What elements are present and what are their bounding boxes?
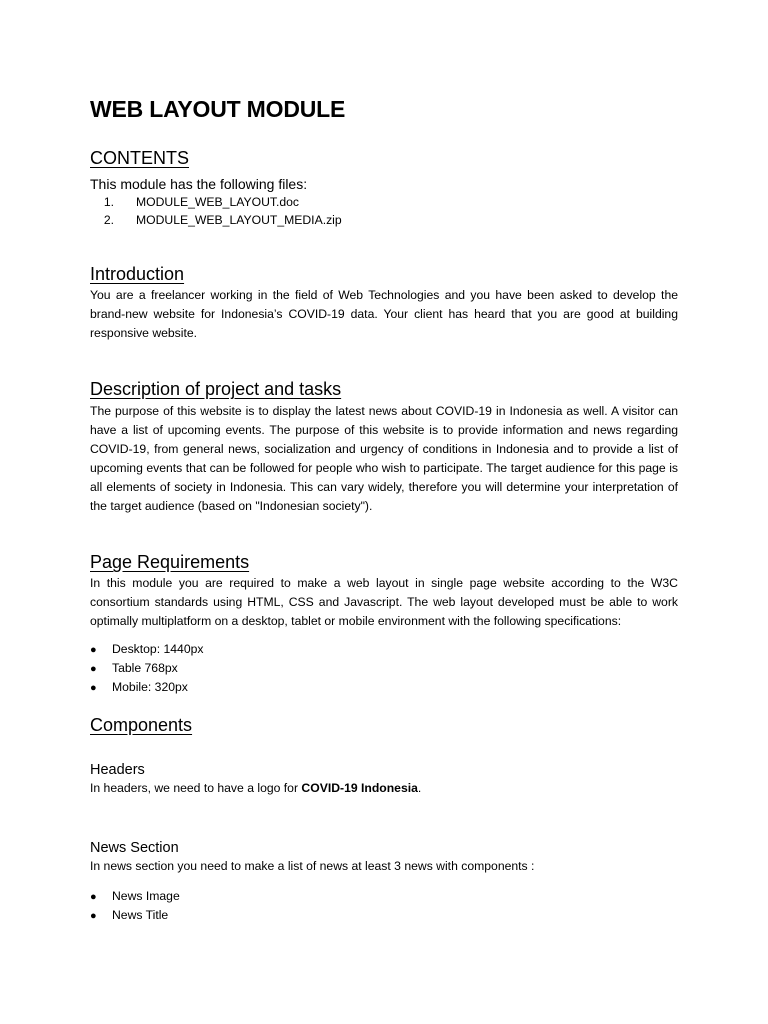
description-text: The purpose of this website is to display the latest news about COVID-19 in Indonesia as well. A visitor can have a list of upcoming events. The purpose of this website is to provide information and news regarding COVID-19, from general news, socialization and urgency of conditions in Indonesia and to provide a list of upcoming events that can be followed for people who wish to participate. The target audience for this page is all elements of society in Indonesia. This can vary widely, therefore you will determine your interpretation of the target audience (based on "Indonesian society").	[90, 404, 678, 513]
files-list	[90, 194, 342, 229]
list-item: ● Desktop: 1440px	[90, 642, 204, 656]
specs-list	[90, 640, 203, 697]
news-components-list	[90, 887, 180, 925]
news-section-text: In news section you need to make a list of news at least 3 news with components :	[90, 859, 535, 873]
document-title: WEB LAYOUT MODULE	[90, 96, 346, 122]
contents-heading: CONTENTS	[90, 148, 189, 168]
list-item: 2. MODULE_WEB_LAYOUT_MEDIA.zip	[103, 212, 342, 227]
requirements-heading: Page Requirements	[90, 552, 250, 572]
components-heading: Components	[90, 715, 193, 735]
requirements-text: In this module you are required to make a web layout in single page website according to the W3C consortium standards using HTML, CSS and Javascript. The web layout developed must be able to work optimally multiplatform on a desktop, tablet or mobile environment with the following specifications:	[90, 576, 678, 628]
headers-text: In headers, we need to have a logo for COVID-19 Indonesia.	[90, 781, 422, 795]
list-item: ● Mobile: 320px	[90, 680, 188, 694]
news-section-heading: News Section	[90, 840, 179, 856]
list-item: ● News Title	[90, 908, 169, 922]
list-item: ● Table 768px	[90, 661, 178, 675]
list-item: 1. MODULE_WEB_LAYOUT.doc	[103, 195, 299, 209]
description-heading: Description of project and tasks	[90, 379, 342, 399]
introduction-text: You are a freelancer working in the field of Web Technologies and you have been asked to develop the brand-new website for Indonesia’s COVID-19 data. Your client has heard that you are good at building responsive website.	[90, 288, 678, 340]
list-item: ● News Image	[90, 889, 180, 903]
headers-heading: Headers	[90, 762, 145, 778]
introduction-heading: Introduction	[90, 264, 185, 284]
contents-intro: This module has the following files:	[90, 176, 308, 192]
